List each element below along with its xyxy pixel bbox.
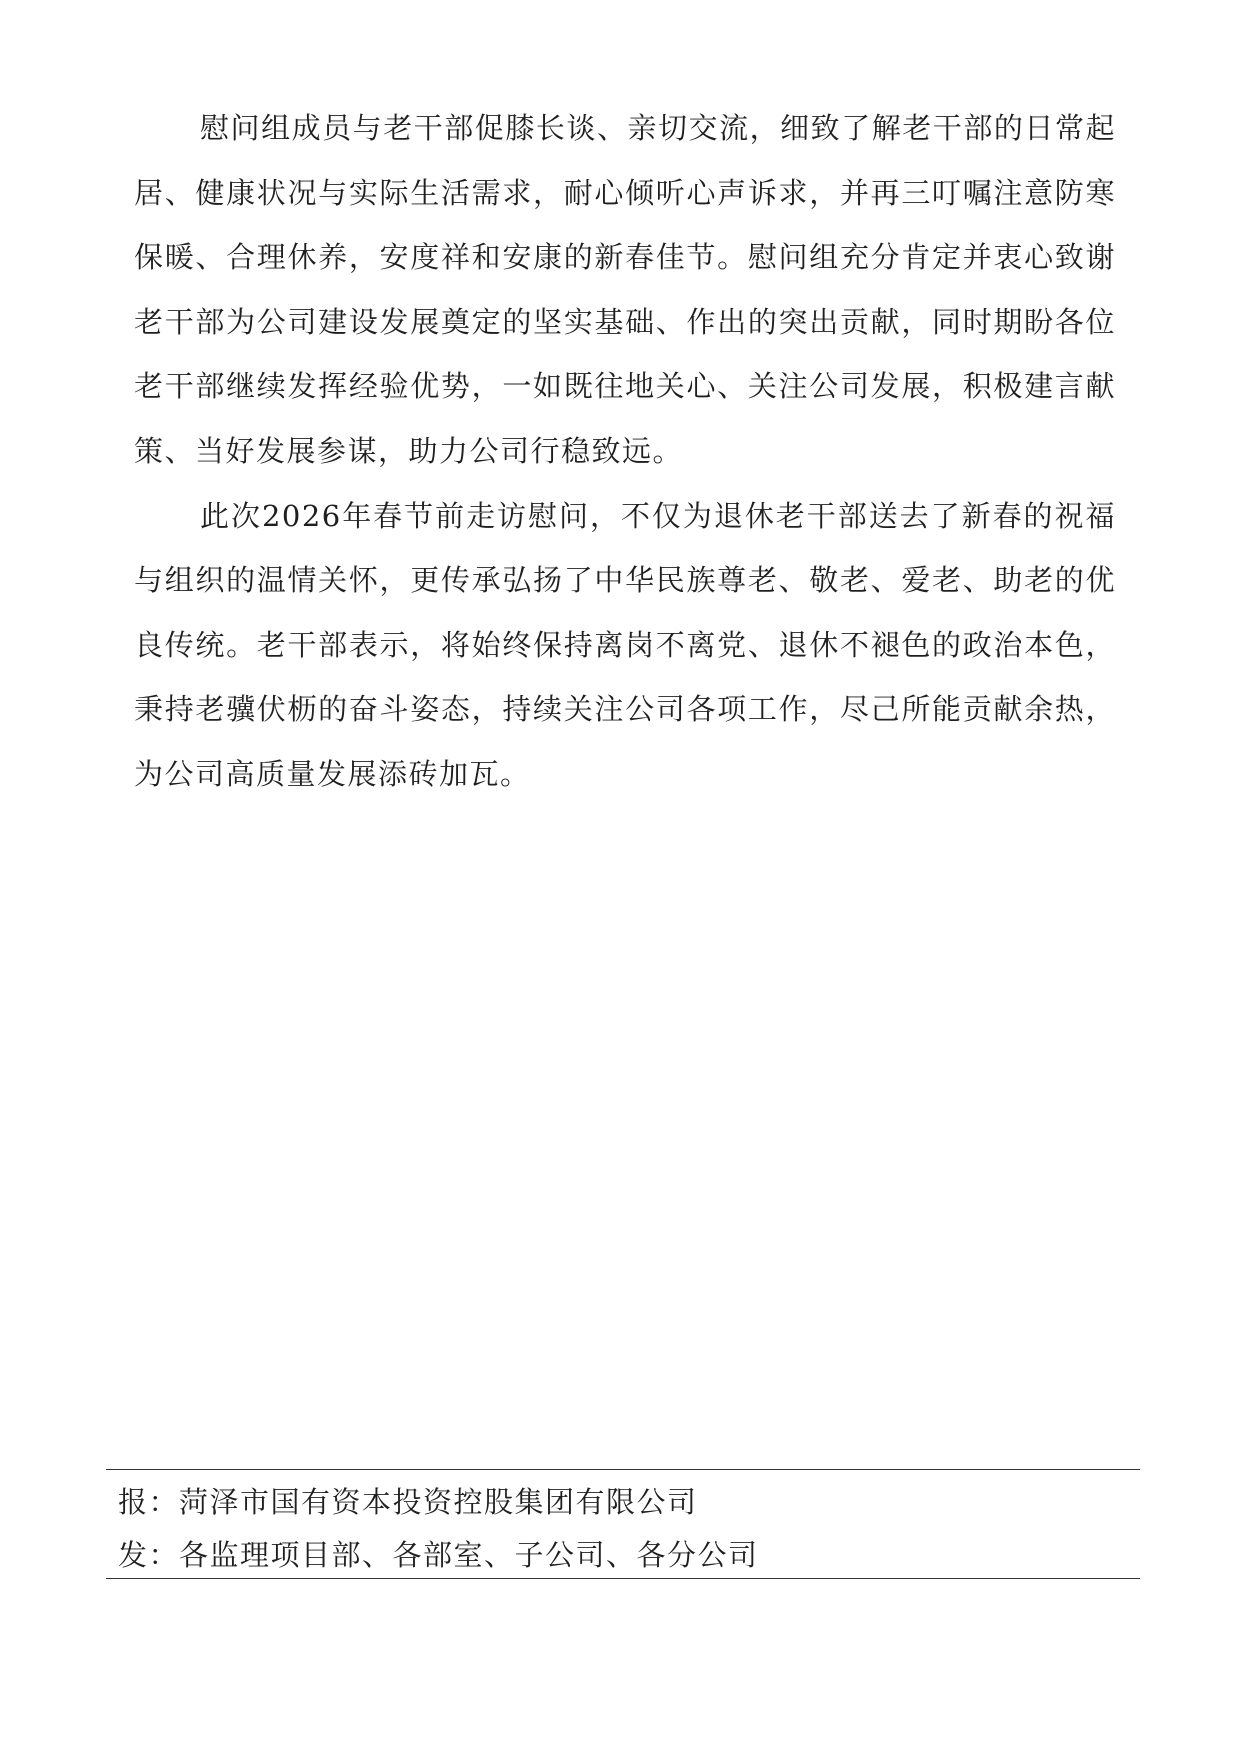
footer-bottom-rule bbox=[106, 1578, 1140, 1579]
footer-top-rule bbox=[106, 1469, 1140, 1470]
report-to-line: 报：菏泽市国有资本投资控股集团有限公司 bbox=[118, 1485, 698, 1519]
document-body bbox=[134, 96, 1116, 807]
body-paragraph-2: 此次2026年春节前走访慰问，不仅为退休老干部送去了新春的祝福与组织的温情关怀，更传承弘扬了中华民族尊老、敬老、爱老、助老的优良传统。老干部表示，将始终保持离岗不离党、退休不褪色的政治本色，秉持老骥伏枥的奋斗姿态，持续关注公司各项工作，尽己所能贡献余热，为公司高质量发展添砖加瓦。 bbox=[134, 498, 1116, 791]
send-to-line: 发：各监理项目部、各部室、子公司、各分公司 bbox=[118, 1538, 759, 1572]
body-paragraph-1: 慰问组成员与老干部促膝长谈、亲切交流，细致了解老干部的日常起居、健康状况与实际生活需求，耐心倾听心声诉求，并再三叮嘱注意防寒保暖、合理休养，安度祥和安康的新春佳节。慰问组充分肯定并衷心致谢老干部为公司建设发展奠定的坚实基础、作出的突出贡献，同时期盼各位老干部继续发挥经验优势，一如既往地关心、关注公司发展，积极建言献策、当好发展参谋，助力公司行稳致远。 bbox=[134, 111, 1116, 468]
